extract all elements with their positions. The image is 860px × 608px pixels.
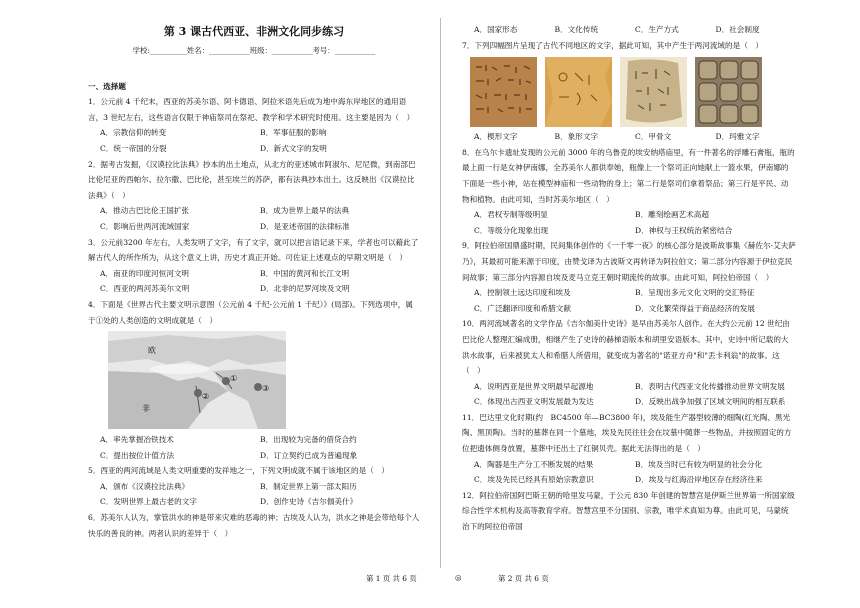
option-d: D．文化繁荣得益于商品经济的发展 [635,303,755,313]
question-1 [88,94,420,156]
question-8 [462,145,796,239]
question-stem: 4．下面是《世界古代主要文明示意图（公元前 4 千纪-公元前 1 千纪）》(局部)。下列选项中，属于①处的人类创造的文明成就是（ ） [88,299,413,325]
question-7 [462,38,796,145]
option-c: C．发明世界上最古老的文字 [100,497,197,507]
option-b: B．制定世界上第一部太阳历 [260,481,357,491]
student-info-line: 学校:__________姓名：___________班级：___________考号：___________ [132,46,376,55]
map-label-europe: 欧 [148,346,156,356]
page-title: 第 3 课古代西亚、非洲文化同步练习 [163,25,345,38]
option-a: A．君权专制等级明显 [474,210,548,220]
option-a: A．控制领土远达印度和埃及 [474,288,571,298]
right-column [462,22,796,535]
option-b: B．表明古代西亚文化传播推动世界文明发展 [635,381,785,391]
option-d: D．反映出战争加强了区域文明间的相互联系 [635,397,786,407]
option-c: C．等级分化现象出现 [474,225,549,235]
option-d: D．订立契约已成为普遍现象 [260,450,358,460]
option-a: A．率先掌握冶铁技术 [100,435,174,445]
question-6-options [462,22,796,38]
option-b: B．呈现出多元文化文明的交汇特征 [635,288,755,298]
option-c: C．影响后世两河流域国家 [100,221,190,231]
option-a: A．颁布《汉谟拉比法典》 [100,481,190,491]
cuneiform-tablet-image [470,57,537,127]
section-heading: 一、选择题 [88,81,126,91]
map-label-2: ② [202,392,210,402]
question-stem: 5．西亚的两河流域是人类文明重要的发祥地之一，下列文明成就不属于该地区的是（ ） [88,466,389,476]
option-d: D．是亚述帝国的法律标准 [260,221,350,231]
question-6 [88,510,420,541]
question-stem: 1．公元前 4 千纪末，西亚的苏美尔语、阿卡德语、阿拉米语先后成为地中海东岸地区的通用语言，3 世纪左右，这些语言仅限于神庙祭司在祭祀、教学和学术研究时使用。这主要是因为（ ） [88,97,415,122]
question-stem: 9．阿拉伯帝国鼎盛时期，民间集体创作的《一千零一夜》的核心部分是波斯故事集《赫佐尔·艾夫萨乃》，其最初可能来源于印度，由赞戈译为古波斯文再转译为阿拉伯文；第二部分内容源于伊拉克民间故事；第三部分内容源自埃及麦马立克王朝时期流传的故事。由此可知，阿拉伯帝国（ ） [462,241,796,282]
option-c: C．生产方式 [635,25,679,34]
question-stem: 6．苏美尔人认为，掌管洪水的神是带来灾难的恶毒的神；古埃及人认为，洪水之神是会带给每个人快乐的善良的神。两者认识的差异于（ ） [88,513,420,538]
footer-page-right: 第 2 页 共 6 页 [498,574,549,583]
option-c: C．统一帝国的分裂 [100,143,167,153]
question-stem: 7．下列四幅图片呈现了古代不同地区的文字，据此可知，其中产生于两河流域的是（ ） [462,40,763,50]
option-d: D．北非的尼罗河埃及文明 [260,284,350,294]
option-c: C．西亚的两河苏美尔文明 [100,284,190,294]
option-d: D．埃及与红海沿岸地区存在经济往来 [635,475,763,485]
map-label-3: ③ [262,384,270,394]
option-d: D．社会制度 [715,25,760,34]
option-b: B．文化传统 [554,25,599,34]
option-b: B．出现较为完备的借贷合约 [260,435,357,445]
oracle-bone-image [620,57,687,127]
option-a: A．南亚的印度河恒河文明 [100,268,190,278]
footer-binding-mark: ◎ [455,573,462,582]
option-a: A．宗教信仰的转变 [100,128,167,138]
option-a: A．推动古巴比伦王国扩张 [100,206,190,216]
option-b: B．象形文字 [554,132,599,142]
question-stem: 8．在乌尔卡遗址发现的公元前 3000 年的乌鲁克的埃安纳塔庙里，有一件著名的浮雕石膏瓶，瓶的最上面一行是女神伊南娜，全苏美尔人都供奉她，瓶像上一个祭司正向她献上一篮水果，伊南娜的下面是一些小神，站在模型神庙和一些动物的身上；第二行是祭司们拿着祭品；第三行是平民、动物和植物。由此可知，当时苏美尔地区（ ） [462,147,795,204]
question-5 [88,463,420,510]
option-a: A．陶器是生产分工不断发展的结果 [474,459,594,469]
option-a: A．说明西亚是世界文明最早起源地 [474,381,594,391]
question-2 [88,157,420,235]
left-column [88,22,420,541]
option-b: B．军事征服的影响 [260,128,327,138]
question-3 [88,235,420,297]
option-c: C．广泛翻译印度和希腊文献 [474,303,571,313]
question-11 [462,410,796,488]
option-c: C．埃及先民已经具有原始宗教意识 [474,475,594,485]
option-c: C．体现出古西亚文明发展最为发达 [474,397,594,407]
option-b: B．中国的黄河和长江文明 [260,268,350,278]
ancient-civilizations-map [108,331,286,429]
option-d: D．创作史诗《吉尔伽美什》 [260,497,358,507]
question-stem: 10．两河流域著名的文学作品《吉尔伽美什史诗》是早由苏美尔人创作。在大约公元前 12 世纪由巴比伦人整理汇编成册，相继产生了史诗的赫梯语版本和胡里安语版本。其中，史诗中所记载的大洪水故事，后来被犹太人和希腊人所借用，就变成为著名的"诺亚方舟"和"丢卡利翁"的故事。这（ ） [462,319,790,376]
option-c: C．提出按位计值方法 [100,450,175,460]
option-d: D．神权与王权统治紧密结合 [635,225,733,235]
maya-script-image [695,57,762,127]
option-c: C．甲骨文 [635,132,672,142]
column-divider [440,18,441,568]
option-a: A．楔形文字 [474,132,518,142]
map-label-africa: 非 [142,404,150,414]
option-d: D．新式文字的发明 [260,143,327,153]
hieroglyph-image [545,57,612,127]
map-label-1: ① [230,374,238,384]
question-4 [88,297,420,463]
footer-page-left: 第 1 页 共 6 页 [366,574,417,583]
option-b: B．成为世界上最早的法典 [260,206,350,216]
question-stem: 12．阿拉伯帝国阿巴斯王朝的哈里发马蒙，于公元 830 年创建的智慧宫是伊斯兰世界第一所国家级综合性学术机构及高等教育学府。智慧宫里不分国别、宗教，唯学术真知为尊。由此可见，马蒙统治下的阿拉伯帝国 [462,490,795,532]
question-stem: 3．公元前3200 年左右，人类发明了文字，有了文字，就可以把言语记录下来，学者也可以藉此了解古代人的所作所为，从这个意义上讲，历史才真正开始。可佐证上述观点的早期文明是（ ） [88,237,419,263]
question-9 [462,238,796,316]
question-12 [462,488,796,535]
option-b: B．埃及当时已有较为明显的社会分化 [635,459,763,469]
script-images [470,57,796,127]
question-stem: 11．巴达里文化时期(约 BC4500 年—BC3800 年)，埃及能生产器型较薄的细陶(红光陶、黑光陶、黑顶陶)。当时的墓葬在同一个墓地，埃及先民往往会在坟墓中随葬一些物品，并按照固定的方位把遗体侧身放置，墓葬中还出土了红铜贝壳。据此无法得出的是（ ） [462,412,792,454]
option-a: A．国家形态 [474,25,518,34]
option-b: B．雕刻绘画艺术高超 [635,210,709,220]
question-stem: 2．据考古发掘，《汉谟拉比法典》抄本的出土地点，从北方的亚述城市阿淑尔、尼尼微，到南部巴比伦尼亚的西帕尔、拉尔撒、巴比伦，甚至埃兰的苏萨，都有法典抄本出土。这反映出《汉谟拉比法典》（ ） [88,159,416,200]
question-10 [462,316,796,410]
option-d: D．玛雅文字 [715,132,760,142]
